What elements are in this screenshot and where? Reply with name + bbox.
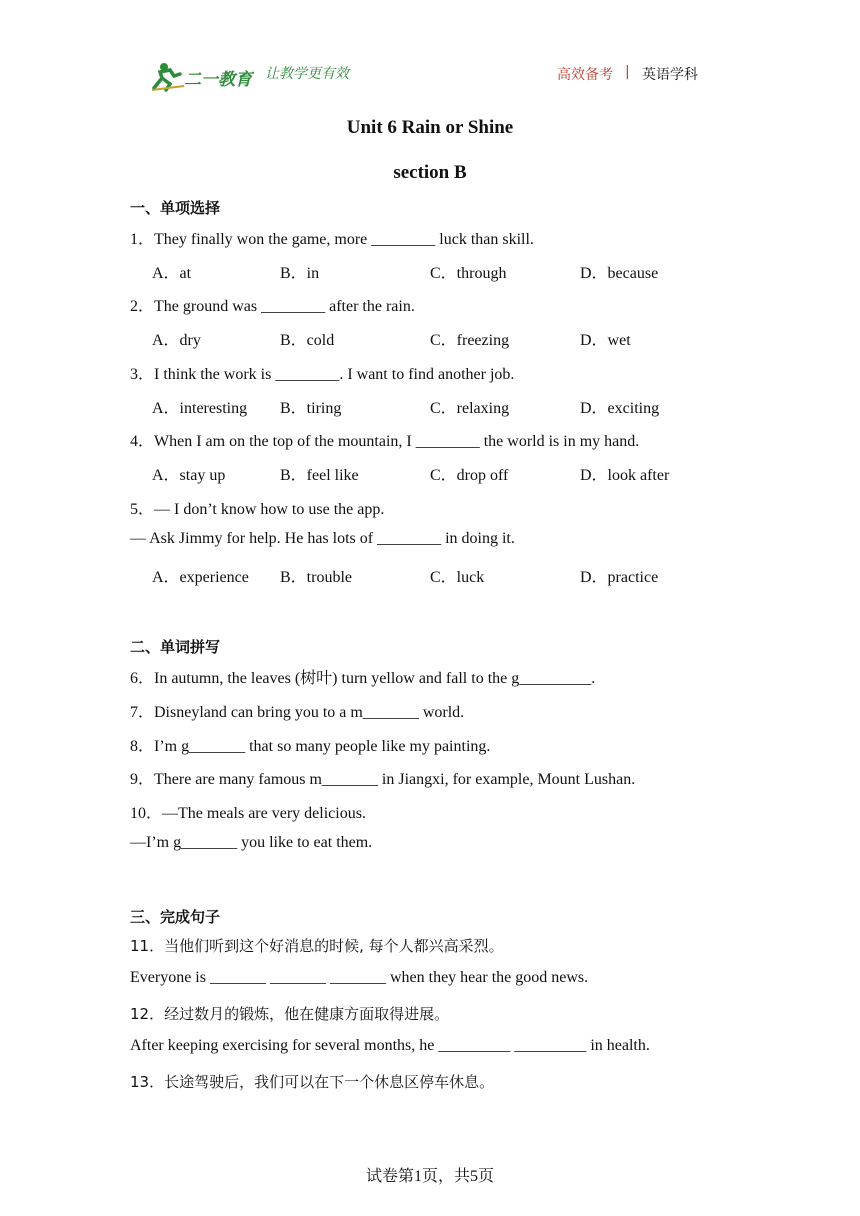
spelling-question: 8．I’m g_______ that so many people like my painting. [130, 738, 491, 755]
header-separator: | [625, 64, 630, 80]
spelling-question: 9．There are many famous m_______ in Jiangxi, for example, Mount Lushan. [130, 771, 636, 788]
option-a: A．at [152, 265, 192, 282]
runner-logo-icon [150, 60, 260, 92]
page-number-footer: 试卷第1页，共5页 [365, 1168, 494, 1185]
option-d: D．because [580, 265, 659, 282]
sentence-blank-english: After keeping exercising for several months, he _________ _________ in health. [130, 1037, 650, 1054]
section-heading-complete-sentences: 三、完成句子 [130, 908, 221, 926]
question-stem-reply: — Ask Jimmy for help. He has lots of ________ in doing it. [130, 530, 515, 547]
option-a: A．stay up [152, 467, 226, 484]
sentence-blank-english: Everyone is _______ _______ _______ when they hear the good news. [130, 969, 589, 986]
question-stem: 2．The ground was ________ after the rain. [130, 298, 415, 315]
sentence-prompt-chinese: 13．长途驾驶后，我们可以在下一个休息区停车休息。 [130, 1073, 495, 1091]
option-c: C．freezing [430, 332, 510, 349]
option-b: B．tiring [280, 400, 342, 417]
logo [150, 60, 260, 92]
sentence-prompt-chinese: 11．当他们听到这个好消息的时候, 每个人都兴高采烈。 [130, 937, 504, 955]
option-d: D．look after [580, 467, 670, 484]
option-a: A．experience [152, 569, 249, 586]
question-stem: 3．I think the work is ________. I want to find another job. [130, 366, 515, 383]
sentence-prompt-chinese: 12．经过数月的锻炼，他在健康方面取得进展。 [130, 1005, 450, 1023]
option-c: C．luck [430, 569, 485, 586]
option-a: A．dry [152, 332, 201, 349]
question-stem: 5．— I don’t know how to use the app. [130, 501, 385, 518]
option-a: A．interesting [152, 400, 248, 417]
option-c: C．drop off [430, 467, 509, 484]
section-heading-spelling: 二、单词拼写 [130, 638, 221, 656]
spelling-question-reply: —I’m g_______ you like to eat them. [130, 834, 373, 851]
option-b: B．in [280, 265, 320, 282]
header-tag-exam: 高效备考 [557, 67, 613, 83]
header-slogan: 让教学更有效 [265, 66, 349, 82]
section-heading-multiple-choice: 一、单项选择 [130, 199, 221, 217]
header-tag-subject: 英语学科 [642, 67, 698, 83]
option-b: B．trouble [280, 569, 352, 586]
question-stem: 1．They finally won the game, more ________ luck than skill. [130, 231, 534, 248]
option-c: C．relaxing [430, 400, 510, 417]
logo-text: 二一教育 [184, 70, 252, 90]
spelling-question: 7．Disneyland can bring you to a m_______ world. [130, 704, 465, 721]
option-b: B．feel like [280, 467, 359, 484]
spelling-question: 6．In autumn, the leaves (树叶) turn yellow and fall to the g_________. [130, 670, 596, 687]
page-subtitle: section B [393, 162, 467, 183]
option-d: D．practice [580, 569, 659, 586]
question-stem: 4．When I am on the top of the mountain, I ________ the world is in my hand. [130, 433, 640, 450]
spelling-question: 10．—The meals are very delicious. [130, 805, 366, 822]
option-b: B．cold [280, 332, 335, 349]
option-d: D．exciting [580, 400, 660, 417]
option-d: D．wet [580, 332, 631, 349]
option-c: C．through [430, 265, 507, 282]
page-title: Unit 6 Rain or Shine [346, 117, 514, 138]
